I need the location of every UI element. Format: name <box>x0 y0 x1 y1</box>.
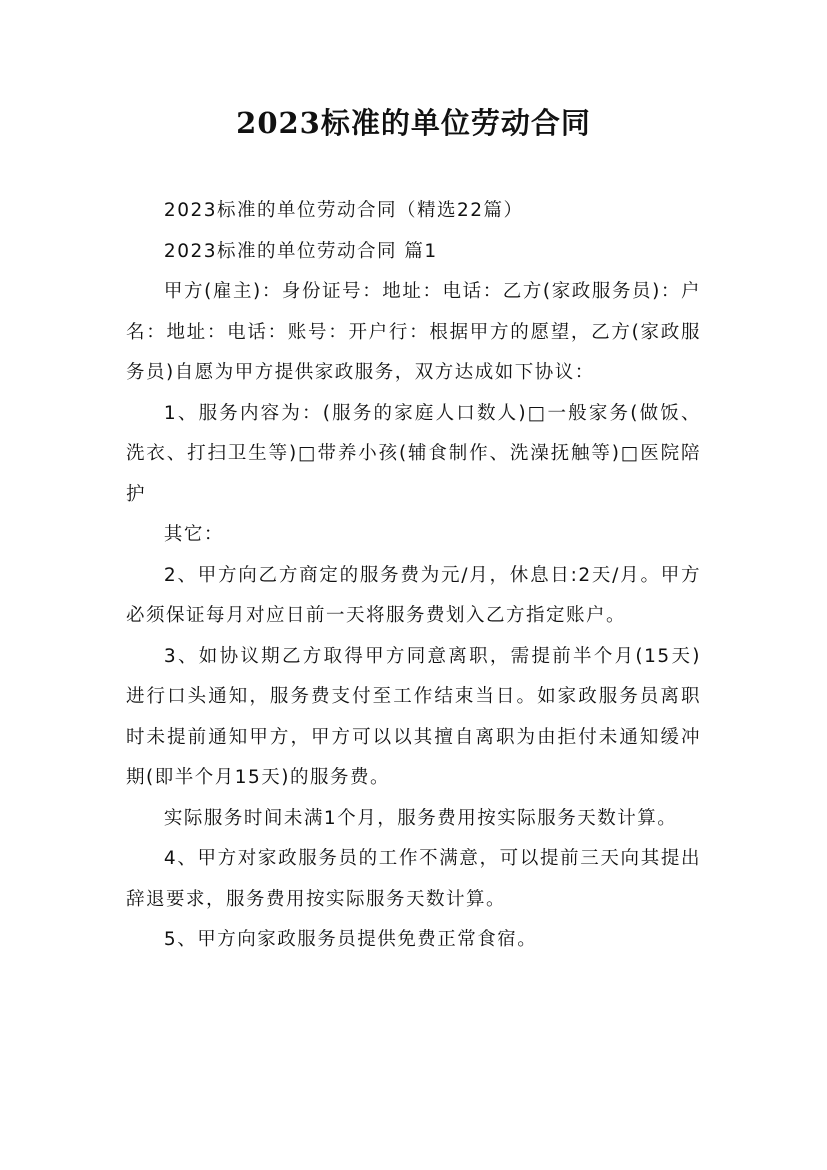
document-title: 2023标准的单位劳动合同 <box>236 106 591 140</box>
subtitle-paragraph: 2023标准的单位劳动合同（精选22篇） <box>163 200 524 221</box>
clause-3-resignation: 3、如协议期乙方取得甲方同意离职，需提前半个月(15天)进行口头通知，服务费支付至工作结束当日。如家政服务员离职时未提前通知甲方，甲方可以以其擅自离职为由拒付未通知缓冲期(即半个月15天)的服务费。 <box>126 645 701 788</box>
clause-5-board-lodging: 5、甲方向家政服务员提供免费正常食宿。 <box>163 929 538 950</box>
clause-2-service-fee: 2、甲方向乙方商定的服务费为元/月，休息日:2天/月。甲方必须保证每月对应日前一天将服务费划入乙方指定账户。 <box>126 564 701 626</box>
parties-paragraph: 甲方(雇主)：身份证号：地址：电话：乙方(家政服务员)：户名：地址：电话：账号：开户行：根据甲方的愿望，乙方(家政服务员)自愿为甲方提供家政服务，双方达成如下协议： <box>126 281 701 383</box>
clause-4-dismissal: 4、甲方对家政服务员的工作不满意，可以提前三天向其提出辞退要求，服务费用按实际服务天数计算。 <box>126 848 701 910</box>
other-paragraph: 其它： <box>163 524 224 545</box>
document-body <box>126 191 701 961</box>
actual-service-time-paragraph: 实际服务时间未满1个月，服务费用按实际服务天数计算。 <box>163 807 678 829</box>
clause-1-service-content: 1、服务内容为：(服务的家庭人口数人)□一般家务(做饭、洗衣、打扫卫生等)□带养小孩(辅食制作、洗澡抚触等)□医院陪护 <box>126 402 701 505</box>
section-heading: 2023标准的单位劳动合同 篇1 <box>163 240 438 262</box>
